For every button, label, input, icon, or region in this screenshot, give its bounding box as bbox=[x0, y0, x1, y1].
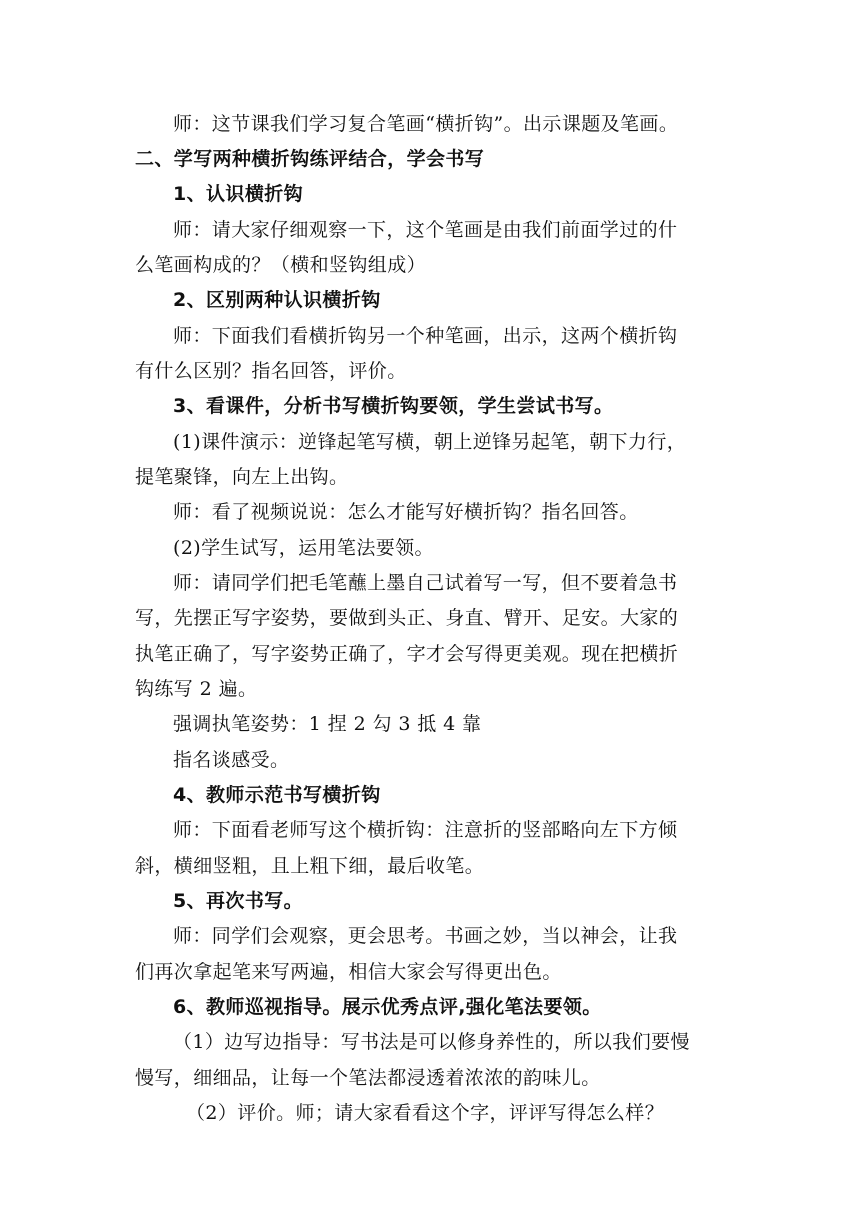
text-line-intro: 师：这节课我们学习复合笔画“横折钩”。出示课题及笔画。 bbox=[173, 113, 679, 135]
text-line: 斜，横细竖粗，且上粗下细，最后收笔。 bbox=[135, 855, 485, 877]
text-line: (1)课件演示：逆锋起笔写横，朝上逆锋另起笔，朝下力行， bbox=[173, 431, 687, 453]
text-line: 师：看了视频说说：怎么才能写好横折钩？指名回答。 bbox=[173, 501, 639, 523]
subheading-1: 1、认识横折钩 bbox=[173, 183, 304, 205]
text-line: 么笔画构成的？（横和竖钩组成） bbox=[135, 254, 427, 276]
text-line: 强调执笔姿势：1 捏 2 勾 3 抵 4 靠 bbox=[173, 713, 482, 735]
text-line: 师：同学们会观察，更会思考。书画之妙，当以神会，让我 bbox=[173, 925, 678, 947]
subheading-5: 5、再次书写。 bbox=[173, 890, 304, 912]
text-line: 师：下面看老师写这个横折钩：注意折的竖部略向左下方倾 bbox=[173, 819, 678, 841]
text-line: （2）评价。师；请大家看看这个字，评评写得怎么样？ bbox=[186, 1102, 665, 1124]
text-line: 执笔正确了，写字姿势正确了，字才会写得更美观。现在把横折 bbox=[135, 643, 679, 665]
text-line: 指名谈感受。 bbox=[173, 749, 290, 771]
text-line: 钩练写 2 遍。 bbox=[135, 678, 258, 700]
subheading-3: 3、看课件，分析书写横折钩要领，学生尝试书写。 bbox=[173, 395, 614, 417]
text-line: 师：下面我们看横折钩另一个种笔画，出示，这两个横折钩 bbox=[173, 325, 678, 347]
text-line: 们再次拿起笔来写两遍，相信大家会写得更出色。 bbox=[135, 961, 562, 983]
text-line: 提笔聚锋，向左上出钩。 bbox=[135, 466, 349, 488]
text-line: 慢写，细细品，让每一个笔法都浸透着浓浓的韵味儿。 bbox=[135, 1067, 601, 1089]
text-line: 有什么区别？指名回答，评价。 bbox=[135, 360, 407, 382]
text-line: （1）边写边指导：写书法是可以修身养性的，所以我们要慢 bbox=[173, 1031, 690, 1053]
text-line: (2)学生试写，运用笔法要领。 bbox=[173, 537, 434, 559]
subheading-4: 4、教师示范书写横折钩 bbox=[173, 784, 381, 806]
section-heading-2: 二、学写两种横折钩练评结合，学会书写 bbox=[135, 148, 485, 170]
text-line: 师：请同学们把毛笔蘸上墨自己试着写一写，但不要着急书 bbox=[173, 572, 678, 594]
subheading-2: 2、区别两种认识横折钩 bbox=[173, 289, 381, 311]
text-line: 写，先摆正写字姿势，要做到头正、身直、臂开、足安。大家的 bbox=[135, 607, 679, 629]
text-line: 师：请大家仔细观察一下，这个笔画是由我们前面学过的什 bbox=[173, 219, 678, 241]
subheading-6: 6、教师巡视指导。展示优秀点评,强化笔法要领。 bbox=[173, 996, 602, 1018]
